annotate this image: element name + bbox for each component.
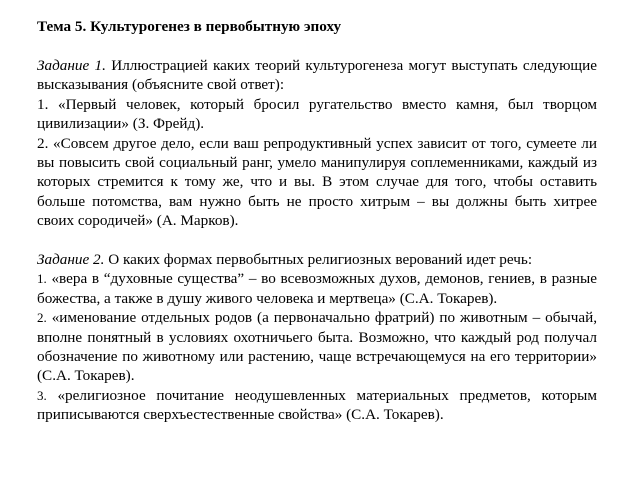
task2-item-3-text: «религиозное почитание неодушевленных материальных предметов, которым приписываются сверхъестественные свойства» (С.А. Токарев). [37, 386, 597, 424]
task2-item-3-number: 3. [37, 387, 47, 403]
task2-item-1 [37, 269, 597, 308]
task1-prompt [37, 56, 597, 95]
spacer [37, 37, 597, 56]
task1-item-1-number: 1. [37, 95, 49, 113]
document-page [37, 17, 597, 425]
task1-label: Задание 1. [37, 57, 106, 74]
task2-item-3 [37, 386, 597, 425]
page-title: Тема 5. Культурогенез в первобытную эпоху [37, 18, 342, 35]
task2-prompt [37, 250, 597, 269]
task1-item-1-text: «Первый человек, который бросил ругательство вместо камня, был творцом цивилизации» (З. Фрейд). [37, 95, 597, 133]
task1-prompt-text: Иллюстрацией каких теорий культурогенеза могут выступать следующие высказывания (объясните свой ответ): [37, 57, 598, 94]
task2-prompt-text: О каких формах первобытных религиозных верований идет речь: [108, 251, 533, 269]
task2-item-1-number: 1. [37, 271, 47, 287]
task1-item-2 [37, 134, 597, 231]
spacer [37, 231, 597, 250]
task2-item-2 [37, 308, 597, 386]
task1-item-2-number: 2. [37, 134, 49, 152]
task1-item-1 [37, 95, 597, 134]
task1-item-2-text: «Совсем другое дело, если ваш репродуктивный успех зависит от того, сумеете ли вы повысить свой социальный ранг, умело манипулируя соплеменниками, каждый из которых стремится к тому же, что и вы. В этом случае для того, чтобы оставить больше потомства, вам нужно быть не просто хитрым – вы должны быть хитрее своих сородичей» (А. Марков). [37, 134, 598, 230]
task2-item-1-text: «вера в “духовные существа” – во всевозможных духов, демонов, гениев, в разные божества, а также в душу живого человека и мертвеца» (С.А. Токарев). [37, 270, 597, 307]
task2-item-2-text: «именование отдельных родов (а первоначально фратрий) по животным – обычай, вполне понятный в условиях охотничьего быта. Возможно, что каждый род получал обозначение по животному или растению, чаще встречающемуся на его территории» (С.А. Токарев). [37, 309, 597, 385]
task2-item-2-number: 2. [37, 310, 47, 326]
task2-label: Задание 2. [37, 251, 105, 269]
